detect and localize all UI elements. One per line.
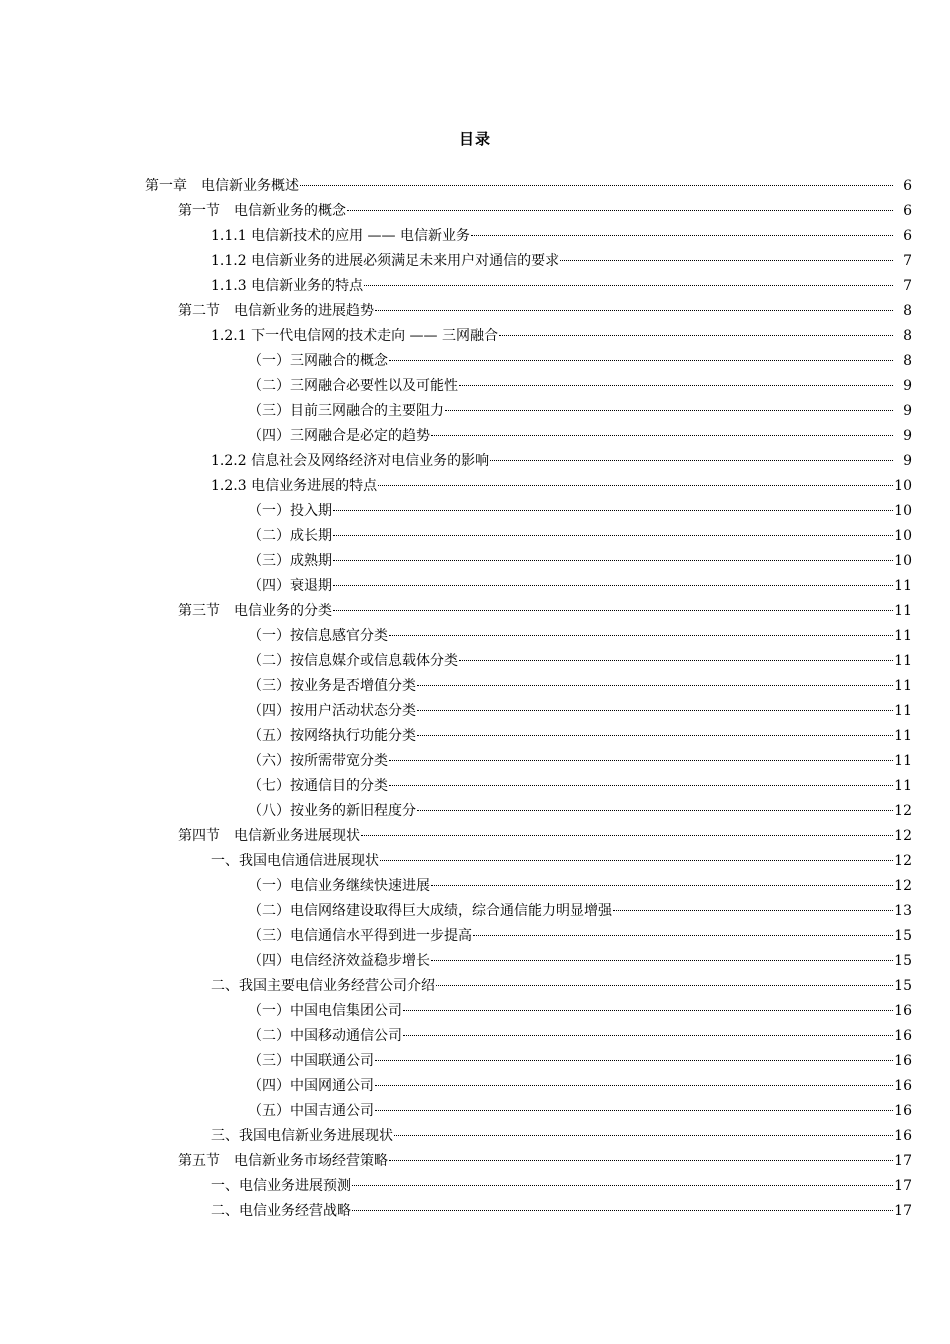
dot-leader <box>389 634 893 636</box>
dot-leader <box>459 659 893 661</box>
toc-entry-page-number: 13 <box>894 903 912 919</box>
toc-entry-page-number: 11 <box>894 753 912 769</box>
toc-entry[interactable] <box>0 699 950 724</box>
toc-entry[interactable] <box>0 799 950 824</box>
toc-entry[interactable] <box>0 524 950 549</box>
toc-entry-label: 1.2.1 下一代电信网的技术走向 —— 三网融合 <box>211 328 498 344</box>
toc-entry-label: （四）电信经济效益稳步增长 <box>248 953 430 969</box>
dot-leader <box>417 684 893 686</box>
dot-leader <box>417 709 893 711</box>
toc-entry[interactable] <box>0 399 950 424</box>
toc-entry-label: （二）成长期 <box>248 528 332 544</box>
toc-entry-page-number: 17 <box>894 1178 912 1194</box>
toc-entry-label: 第二节 电信新业务的进展趋势 <box>178 303 374 319</box>
toc-entry-label: 1.2.2 信息社会及网络经济对电信业务的影响 <box>211 453 490 469</box>
toc-entry-label: 1.1.2 电信新业务的进展必须满足未来用户对通信的要求 <box>211 253 560 269</box>
toc-entry[interactable] <box>0 1149 950 1174</box>
toc-entry-page-number: 12 <box>894 803 912 819</box>
toc-entry-label: （五）中国吉通公司 <box>248 1103 374 1119</box>
toc-entry[interactable] <box>0 249 950 274</box>
dot-leader <box>431 884 893 886</box>
toc-entry-page-number: 16 <box>894 1053 912 1069</box>
dot-leader <box>375 1084 893 1086</box>
dot-leader <box>300 184 893 186</box>
toc-entry-page-number: 16 <box>894 1128 912 1144</box>
toc-entry[interactable] <box>0 324 950 349</box>
toc-entry[interactable] <box>0 199 950 224</box>
toc-entry-page-number: 10 <box>894 478 912 494</box>
toc-entry-label: （二）电信网络建设取得巨大成绩，综合通信能力明显增强 <box>248 903 612 919</box>
dot-leader <box>380 859 893 861</box>
toc-entry-page-number: 11 <box>894 728 912 744</box>
toc-entry-page-number: 11 <box>894 678 912 694</box>
toc-entry[interactable] <box>0 849 950 874</box>
toc-entry-label: 二、电信业务经营战略 <box>211 1203 351 1219</box>
toc-entry[interactable] <box>0 274 950 299</box>
toc-entry-page-number: 11 <box>894 778 912 794</box>
toc-entry-page-number: 16 <box>894 1103 912 1119</box>
toc-entry-label: （一）按信息感官分类 <box>248 628 388 644</box>
dot-leader <box>445 409 893 411</box>
toc-entry[interactable] <box>0 649 950 674</box>
toc-entry[interactable] <box>0 474 950 499</box>
dot-leader <box>473 934 893 936</box>
toc-entry-label: （三）电信通信水平得到进一步提高 <box>248 928 472 944</box>
toc-entry-label: （五）按网络执行功能分类 <box>248 728 416 744</box>
toc-entry-label: （一）电信业务继续快速进展 <box>248 878 430 894</box>
dot-leader <box>403 1009 893 1011</box>
dot-leader <box>560 259 893 261</box>
toc-entry-page-number: 8 <box>903 353 912 369</box>
toc-entry[interactable] <box>0 424 950 449</box>
toc-entry[interactable] <box>0 1049 950 1074</box>
toc-entry[interactable] <box>0 574 950 599</box>
toc-entry-label: （四）衰退期 <box>248 578 332 594</box>
dot-leader <box>490 459 893 461</box>
toc-entry-page-number: 12 <box>894 853 912 869</box>
toc-entry[interactable] <box>0 624 950 649</box>
toc-entry[interactable] <box>0 1099 950 1124</box>
toc-title: 目录 <box>458 130 491 148</box>
dot-leader <box>471 234 893 236</box>
toc-entry-page-number: 6 <box>903 203 912 219</box>
toc-entry-label: （六）按所需带宽分类 <box>248 753 388 769</box>
toc-list <box>0 174 950 1224</box>
toc-entry-label: （三）成熟期 <box>248 553 332 569</box>
toc-entry[interactable] <box>0 1024 950 1049</box>
dot-leader <box>375 1109 893 1111</box>
dot-leader <box>333 609 893 611</box>
dot-leader <box>333 534 893 536</box>
toc-entry-label: （八）按业务的新旧程度分 <box>248 803 416 819</box>
toc-entry[interactable] <box>0 999 950 1024</box>
toc-entry-page-number: 8 <box>903 328 912 344</box>
toc-entry-label: 一、电信业务进展预测 <box>211 1178 351 1194</box>
toc-entry[interactable] <box>0 499 950 524</box>
toc-entry-label: （一）中国电信集团公司 <box>248 1003 402 1019</box>
toc-entry-page-number: 9 <box>903 453 912 469</box>
toc-entry-label: （四）按用户活动状态分类 <box>248 703 416 719</box>
toc-entry-label: 三、我国电信新业务进展现状 <box>211 1128 393 1144</box>
toc-entry[interactable] <box>0 1199 950 1224</box>
dot-leader <box>403 1034 893 1036</box>
toc-entry[interactable] <box>0 349 950 374</box>
toc-entry-label: 一、我国电信通信进展现状 <box>211 853 379 869</box>
toc-entry-page-number: 12 <box>894 878 912 894</box>
dot-leader <box>389 784 893 786</box>
dot-leader <box>361 834 893 836</box>
toc-entry-page-number: 11 <box>894 603 912 619</box>
dot-leader <box>375 1059 893 1061</box>
toc-entry[interactable] <box>0 749 950 774</box>
toc-entry-page-number: 11 <box>894 653 912 669</box>
dot-leader <box>389 759 893 761</box>
toc-entry[interactable] <box>0 949 950 974</box>
toc-entry[interactable] <box>0 599 950 624</box>
toc-entry[interactable] <box>0 174 950 199</box>
toc-entry-page-number: 16 <box>894 1028 912 1044</box>
dot-leader <box>375 309 893 311</box>
dot-leader <box>333 584 893 586</box>
toc-entry[interactable] <box>0 774 950 799</box>
toc-entry-label: 第一节 电信新业务的概念 <box>178 203 346 219</box>
toc-entry-page-number: 11 <box>894 578 912 594</box>
dot-leader <box>499 334 893 336</box>
toc-entry-label: 1.1.3 电信新业务的特点 <box>211 278 364 294</box>
toc-entry-label: （七）按通信目的分类 <box>248 778 388 794</box>
toc-entry-label: （三）按业务是否增值分类 <box>248 678 416 694</box>
dot-leader <box>347 209 893 211</box>
toc-entry-page-number: 9 <box>903 403 912 419</box>
toc-entry[interactable] <box>0 1174 950 1199</box>
dot-leader <box>333 509 893 511</box>
toc-entry[interactable] <box>0 724 950 749</box>
toc-entry[interactable] <box>0 1124 950 1149</box>
toc-entry-page-number: 11 <box>894 628 912 644</box>
toc-entry-page-number: 7 <box>903 278 912 294</box>
toc-entry-label: （二）中国移动通信公司 <box>248 1028 402 1044</box>
dot-leader <box>352 1184 893 1186</box>
dot-leader <box>459 384 893 386</box>
toc-entry-page-number: 15 <box>894 978 912 994</box>
toc-entry[interactable] <box>0 374 950 399</box>
toc-entry-page-number: 16 <box>894 1003 912 1019</box>
toc-entry-label: （一）投入期 <box>248 503 332 519</box>
toc-entry-label: 第三节 电信业务的分类 <box>178 603 332 619</box>
toc-entry[interactable] <box>0 549 950 574</box>
toc-entry[interactable] <box>0 874 950 899</box>
toc-entry-page-number: 6 <box>903 228 912 244</box>
toc-entry-label: 1.2.3 电信业务进展的特点 <box>211 478 378 494</box>
toc-entry-label: （三）目前三网融合的主要阻力 <box>248 403 444 419</box>
toc-entry-label: （四）中国网通公司 <box>248 1078 374 1094</box>
toc-entry-label: （二）三网融合必要性以及可能性 <box>248 378 458 394</box>
dot-leader <box>389 359 893 361</box>
toc-entry[interactable] <box>0 974 950 999</box>
toc-entry-page-number: 10 <box>894 503 912 519</box>
toc-entry[interactable] <box>0 674 950 699</box>
toc-entry-page-number: 16 <box>894 1078 912 1094</box>
toc-entry-page-number: 9 <box>903 428 912 444</box>
toc-entry-label: （四）三网融合是必定的趋势 <box>248 428 430 444</box>
toc-entry[interactable] <box>0 924 950 949</box>
toc-entry[interactable] <box>0 224 950 249</box>
dot-leader <box>389 1159 893 1161</box>
toc-entry-label: 第一章 电信新业务概述 <box>145 178 299 194</box>
dot-leader <box>394 1134 893 1136</box>
toc-entry-label: （二）按信息媒介或信息载体分类 <box>248 653 458 669</box>
dot-leader <box>417 734 893 736</box>
dot-leader <box>364 284 893 286</box>
toc-entry-label: （三）中国联通公司 <box>248 1053 374 1069</box>
toc-entry-page-number: 9 <box>903 378 912 394</box>
toc-entry-page-number: 10 <box>894 528 912 544</box>
toc-entry-page-number: 10 <box>894 553 912 569</box>
dot-leader <box>613 909 893 911</box>
dot-leader <box>436 984 893 986</box>
toc-entry-label: 第四节 电信新业务进展现状 <box>178 828 360 844</box>
toc-entry-label: 二、我国主要电信业务经营公司介绍 <box>211 978 435 994</box>
dot-leader <box>431 434 893 436</box>
toc-entry-page-number: 8 <box>903 303 912 319</box>
toc-entry-page-number: 15 <box>894 928 912 944</box>
toc-entry-page-number: 7 <box>903 253 912 269</box>
dot-leader <box>431 959 893 961</box>
toc-entry-label: 1.1.1 电信新技术的应用 —— 电信新业务 <box>211 228 470 244</box>
toc-entry-page-number: 17 <box>894 1153 912 1169</box>
toc-entry[interactable] <box>0 299 950 324</box>
toc-entry-page-number: 17 <box>894 1203 912 1219</box>
toc-entry[interactable] <box>0 449 950 474</box>
toc-entry-page-number: 6 <box>903 178 912 194</box>
toc-entry[interactable] <box>0 899 950 924</box>
toc-entry-page-number: 15 <box>894 953 912 969</box>
toc-entry-label: （一）三网融合的概念 <box>248 353 388 369</box>
toc-entry[interactable] <box>0 824 950 849</box>
toc-entry-page-number: 11 <box>894 703 912 719</box>
dot-leader <box>352 1209 893 1211</box>
toc-entry[interactable] <box>0 1074 950 1099</box>
toc-entry-page-number: 12 <box>894 828 912 844</box>
dot-leader <box>378 484 893 486</box>
dot-leader <box>333 559 893 561</box>
toc-entry-label: 第五节 电信新业务市场经营策略 <box>178 1153 388 1169</box>
dot-leader <box>417 809 893 811</box>
